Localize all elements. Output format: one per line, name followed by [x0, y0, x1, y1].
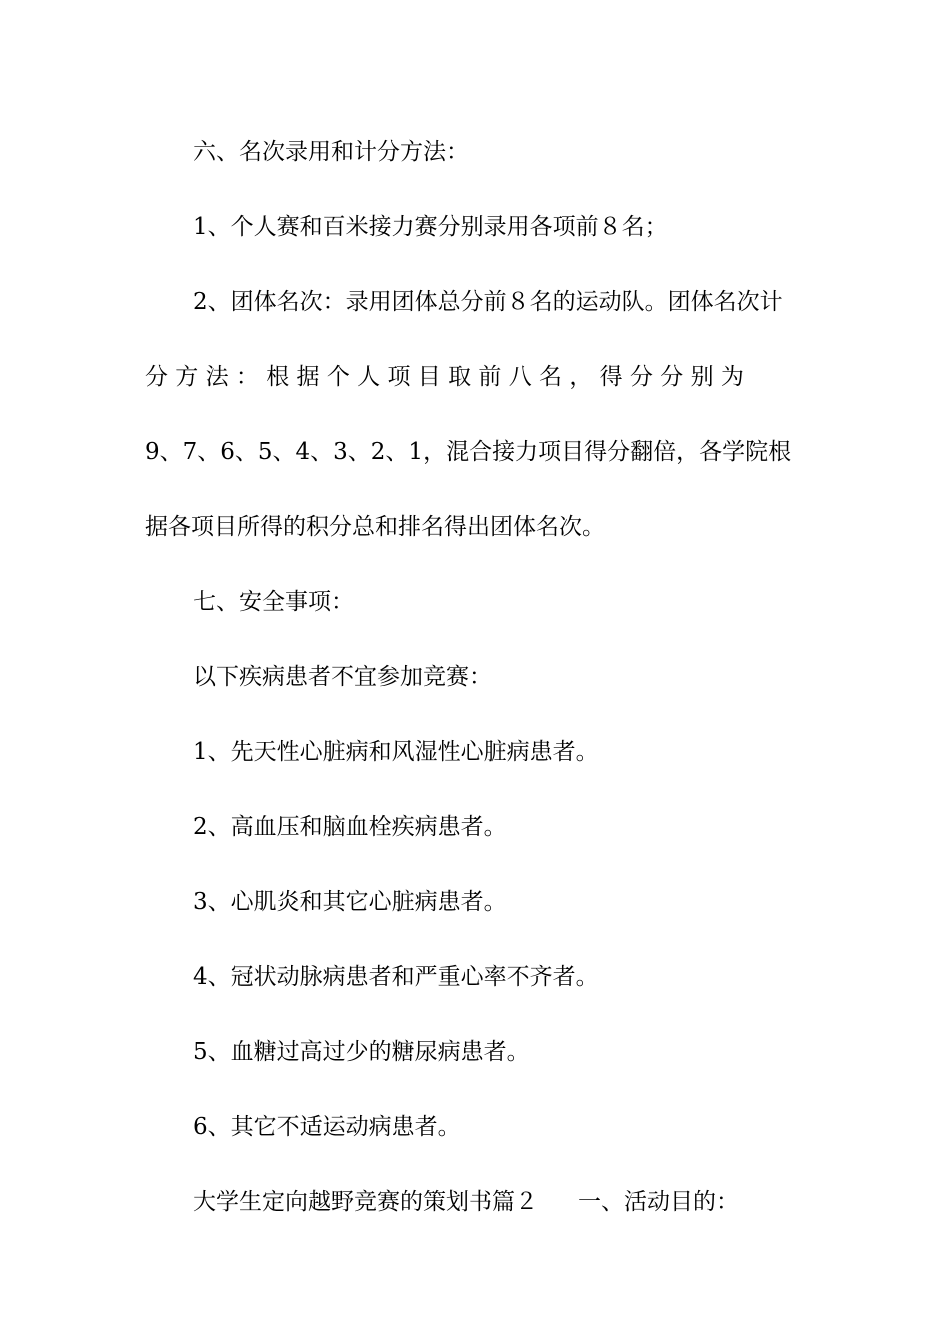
paragraph-line: 2、团体名次：录用团体总分前８名的运动队。团体名次计	[193, 289, 783, 315]
section-heading-ranking: 六、名次录用和计分方法：	[193, 139, 469, 165]
list-item: 1、先天性心脏病和风湿性心脏病患者。	[193, 739, 599, 765]
list-item: 4、冠状动脉病患者和严重心率不齐者。	[193, 964, 599, 990]
paragraph-line: 据各项目所得的积分总和排名得出团体名次。	[145, 514, 605, 540]
paragraph-line: 分 方 法 ： 根 据 个 人 项 目 取 前 八 名 ， 得 分 分 别 为	[145, 364, 744, 390]
list-item: 2、高血压和脑血栓疾病患者。	[193, 814, 507, 840]
paragraph-line: 1、个人赛和百米接力赛分别录用各项前８名；	[193, 214, 668, 240]
paragraph-line: 9、7、6、5、4、3、2、1，混合接力项目得分翻倍，各学院根	[145, 439, 792, 465]
paragraph-line: 以下疾病患者不宜参加竞赛：	[193, 664, 492, 690]
section-heading-purpose: 一、活动目的：	[578, 1189, 739, 1215]
section-title-line	[145, 1187, 805, 1217]
list-item: 6、其它不适运动病患者。	[193, 1114, 461, 1140]
document-section-title: 大学生定向越野竞赛的策划书篇２	[193, 1189, 538, 1215]
section-heading-safety: 七、安全事项：	[193, 589, 354, 615]
list-item: 3、心肌炎和其它心脏病患者。	[193, 889, 507, 915]
list-item: 5、血糖过高过少的糖尿病患者。	[193, 1039, 530, 1065]
